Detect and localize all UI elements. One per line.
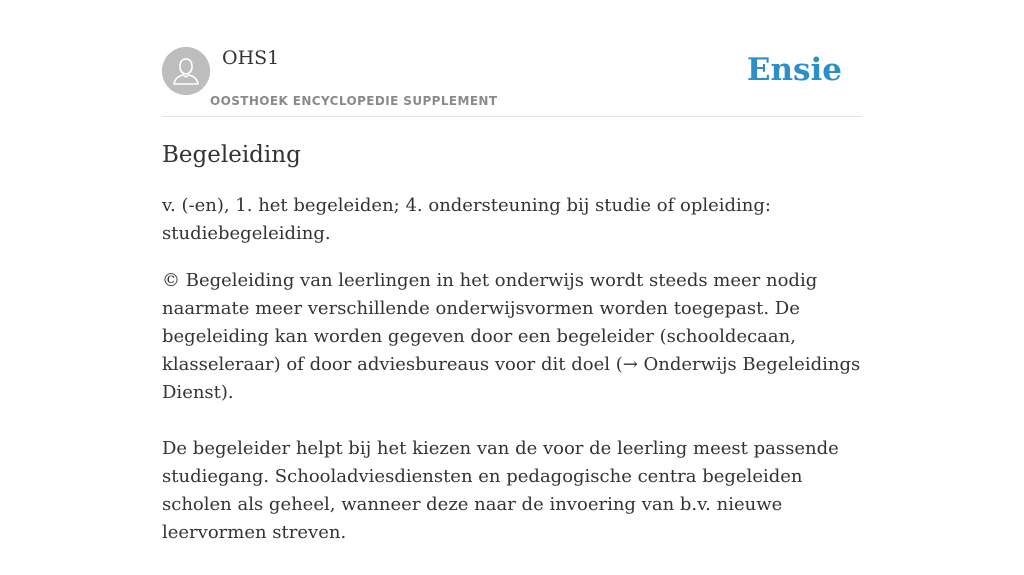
ensie-logo[interactable]: Ensie [746,52,842,88]
entry-body [162,192,862,575]
entry-paragraph: De begeleider helpt bij het kiezen van de voor de leerling meest passende studiegang. Schooladviesdiensten en pedagogische centra begeleiden scholen als geheel, wanneer deze naar de invoering van b.v. nieuwe leervormen streven. [162,438,839,543]
entry-paragraph: © Begeleiding van leerlingen in het onderwijs wordt steeds meer nodig naarmate meer verschillende onderwijsvormen worden toegepast. De begeleiding kan worden gegeven door een begeleider (schooldecaan, klasseleraar) of door adviesbureaus voor dit doel (→ Onderwijs Begeleidings Dienst). [162,270,861,403]
entry-title: Begeleiding [162,142,301,168]
source-header [162,44,862,117]
user-icon[interactable] [162,47,210,95]
source-name[interactable]: OOSTHOEK ENCYCLOPEDIE SUPPLEMENT [210,94,498,108]
source-code[interactable]: OHS1 [222,47,280,69]
entry-definition: v. (-en), 1. het begeleiden; 4. ondersteuning bij studie of opleiding: studiebegeleiding. [162,195,771,244]
